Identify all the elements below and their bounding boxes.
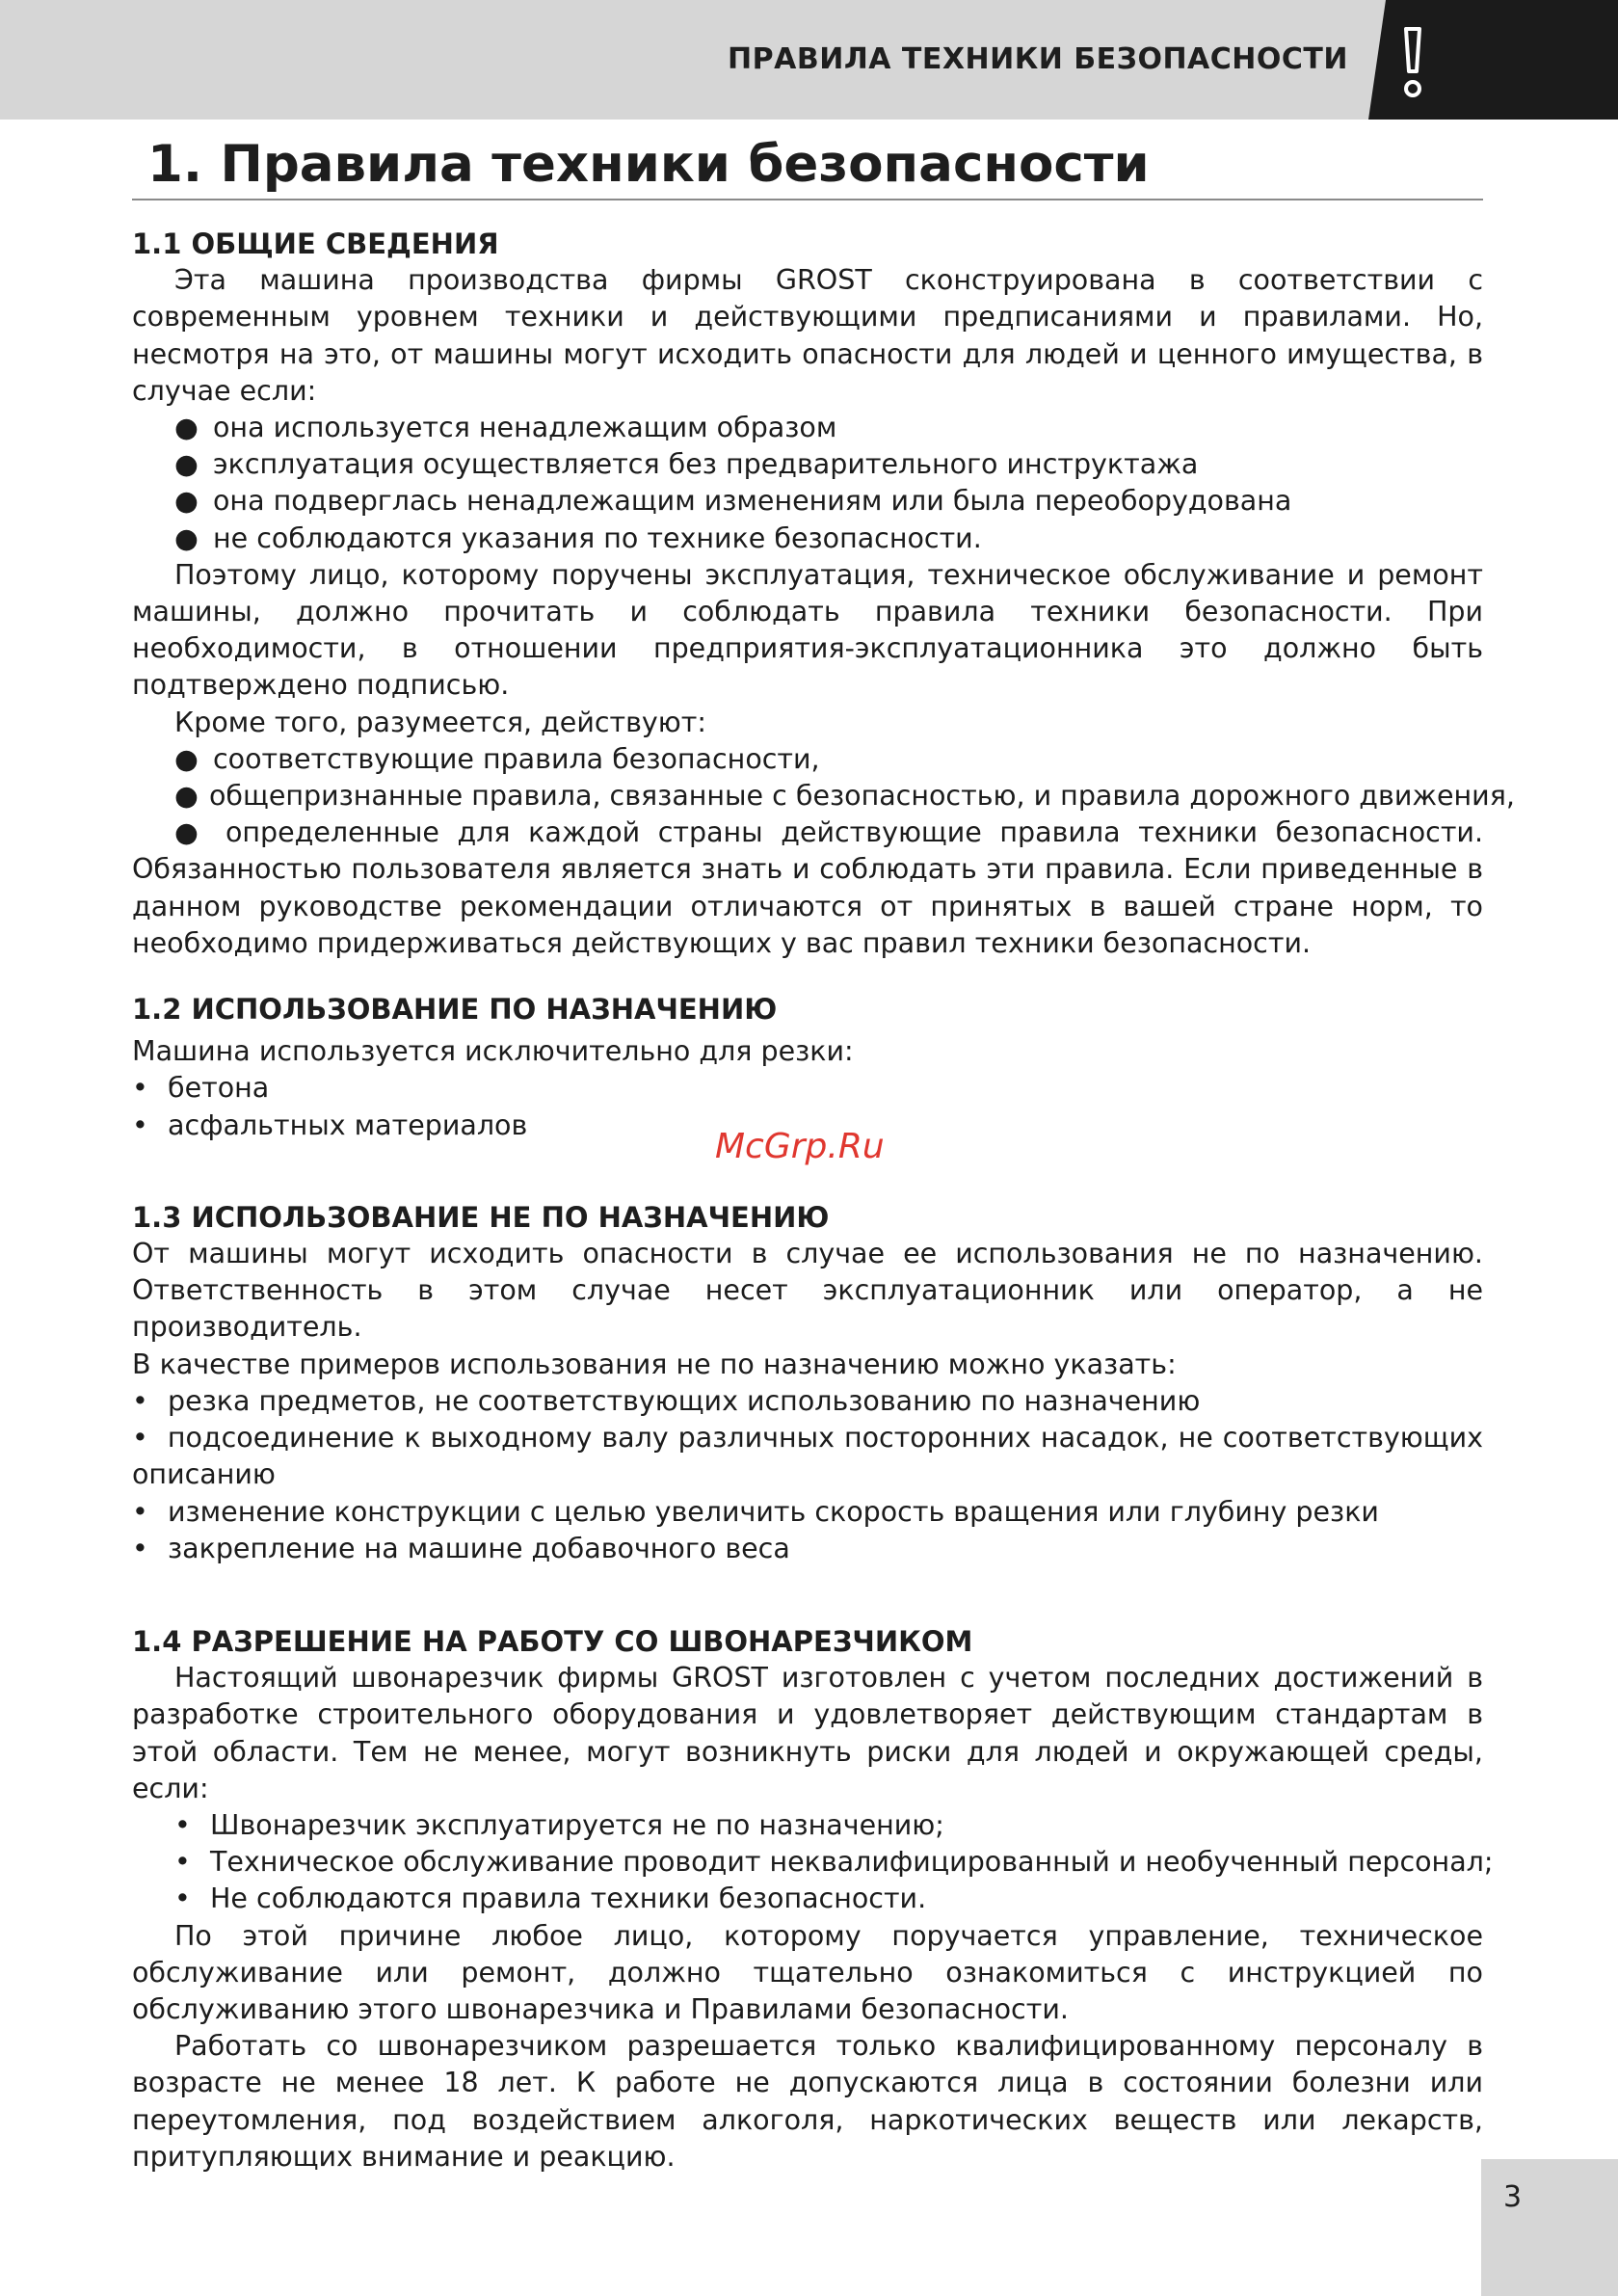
section-heading: 1.4 РАЗРЕШЕНИЕ НА РАБОТУ СО ШВОНАРЕЗЧИКОМ <box>132 1624 973 1658</box>
list-item: ● общепризнанные правила, связанные с безопасностью, и правила дорожного движения, <box>132 778 1483 814</box>
bullet: ● <box>174 780 199 813</box>
paragraph: Работать со швонарезчиком разрешается только квалифицированному персоналу в возрасте не менее 18 лет. К работе не допускаются лица в состоянии болезни или переутомления, под воздействием алкоголя, наркотических веществ или лекарств, притупляющих внимание и реакцию. <box>132 2030 1483 2173</box>
list-item: ● соответствующие правила безопасности, <box>132 741 1483 778</box>
list-item: • Швонарезчик эксплуатируется не по назначению; <box>132 1807 1483 1844</box>
title-divider <box>132 199 1483 200</box>
list-item: • закрепление на машине добавочного веса <box>132 1531 1483 1567</box>
bullet: • <box>132 1495 148 1528</box>
bullet: ● <box>174 816 208 849</box>
list-item: • изменение конструкции с целью увеличить скорость вращения или глубину резки <box>132 1494 1483 1531</box>
bullet: • <box>132 1384 148 1417</box>
section-heading: 1.1 ОБЩИЕ СВЕДЕНИЯ <box>132 227 499 260</box>
bullet: ● <box>174 521 199 554</box>
page-number: 3 <box>1503 2180 1523 2214</box>
document-body <box>132 226 1515 2176</box>
list-item: ● она используется ненадлежащим образом <box>132 410 1483 446</box>
list-item: ● не соблюдаются указания по технике безопасности. <box>132 521 1483 557</box>
list-item: • асфальтных материалов <box>132 1108 1483 1144</box>
page-title: 1. Правила техники безопасности <box>147 135 1150 194</box>
list-item: ● она подверглась ненадлежащим изменениям или была переоборудована <box>132 483 1483 520</box>
bullet: • <box>132 1108 148 1141</box>
paragraph: По этой причине любое лицо, которому поручается управление, техническое обслуживание или ремонт, должно тщательно ознакомиться с инструкцией по обслуживанию этого швонарезчика и Правилами безопасности. <box>132 1919 1483 2025</box>
page-number-box <box>1481 2159 1618 2296</box>
paragraph: Эта машина производства фирмы GROST сконструирована в соответствии с современным уровнем техники и действующими предписаниями и правилами. Но, несмотря на это, от машины могут исходить опасности для людей и ценного имущества, в случае если: <box>132 264 1483 407</box>
paragraph: Поэтому лицо, которому поручены эксплуатация, техническое обслуживание и ремонт машины, должно прочитать и соблюдать правила техники безопасности. При необходимости, в отношении предприятия-эксплуатационника это должно быть подтверждено подписью. <box>132 558 1483 702</box>
list-item: • Техническое обслуживание проводит неквалифицированный и необученный персонал; <box>132 1844 1483 1881</box>
list-item: • подсоединение к выходному валу различных посторонних насадок, не соответствующих описанию <box>132 1422 1484 1491</box>
bullet: ● <box>174 742 199 775</box>
section-heading: 1.2 ИСПОЛЬЗОВАНИЕ ПО НАЗНАЧЕНИЮ <box>132 993 778 1027</box>
bullet: • <box>174 1808 191 1841</box>
bullet: ● <box>174 485 199 518</box>
list-item: ● эксплуатация осуществляется без предварительного инструктажа <box>132 446 1483 483</box>
exclamation-icon <box>1399 25 1426 102</box>
paragraph: ● определенные для каждой страны действующие правила техники безопасности. Обязанностью пользователя является знать и соблюдать эти правила. Если приведенные в данном руководстве рекомендации отличаются от принятых в вашей стране норм, то необходимо придерживаться действующих у вас правил техники безопасности. <box>132 816 1484 959</box>
paragraph: От машины могут исходить опасности в случае ее использования не по назначению. Ответственность в этом случае несет эксплуатационник или оператор, а не производитель. <box>132 1238 1483 1344</box>
watermark: McGrp.Ru <box>715 1127 885 1166</box>
list-item: • резка предметов, не соответствующих использованию по назначению <box>132 1383 1483 1420</box>
bullet: • <box>132 1422 148 1455</box>
bullet: • <box>132 1532 148 1564</box>
bullet: ● <box>174 412 199 444</box>
list-item: • бетона <box>132 1070 1483 1107</box>
bullet: • <box>174 1846 191 1879</box>
paragraph: Кроме того, разумеется, действуют: <box>174 706 706 738</box>
paragraph: Настоящий швонарезчик фирмы GROST изготовлен с учетом последних достижений в разработке строительного оборудования и удовлетворяет действующим стандартам в этой области. Тем не менее, могут возникнуть риски для людей и окружающей среды, если: <box>132 1662 1483 1804</box>
paragraph: Машина используется исключительно для резки: <box>132 1035 854 1068</box>
paragraph: В качестве примеров использования не по назначению можно указать: <box>132 1348 1177 1380</box>
section-heading: 1.3 ИСПОЛЬЗОВАНИЕ НЕ ПО НАЗНАЧЕНИЮ <box>132 1200 830 1234</box>
bullet: • <box>132 1072 148 1105</box>
bullet: • <box>174 1882 191 1915</box>
header-title: ПРАВИЛА ТЕХНИКИ БЕЗОПАСНОСТИ <box>728 42 1348 76</box>
bullet: ● <box>174 448 199 481</box>
list-item: • Не соблюдаются правила техники безопасности. <box>132 1881 1483 1917</box>
